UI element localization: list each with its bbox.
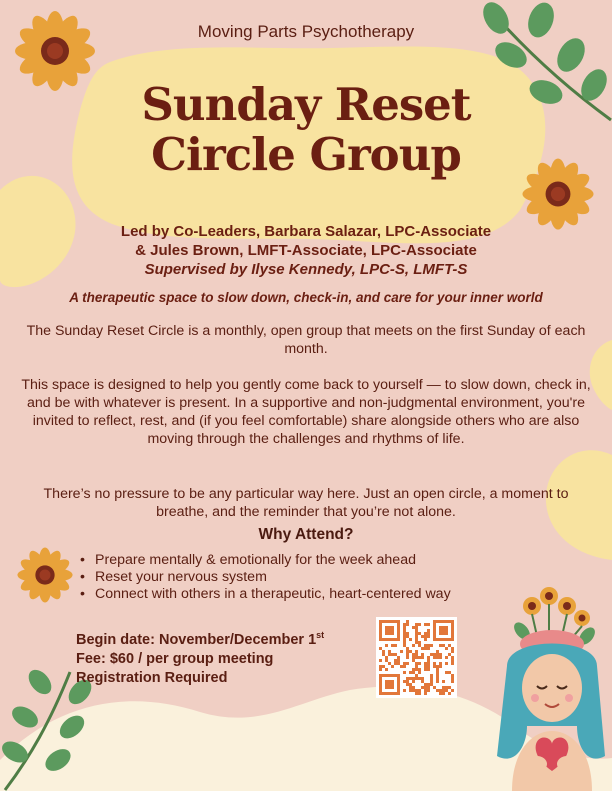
- description-paragraph-1: The Sunday Reset Circle is a monthly, open group that meets on the first Sunday of each month.: [26, 323, 586, 357]
- why-attend-heading: Why Attend?: [258, 526, 354, 543]
- registration-note: Registration Required: [76, 669, 228, 686]
- list-item: • Prepare mentally & emotionally for the week ahead: [80, 552, 540, 569]
- qr-code-icon[interactable]: [376, 617, 457, 698]
- leaders-line-1: Led by Co-Leaders, Barbara Salazar, LPC-Associate: [120, 223, 492, 240]
- title-line-2: Circle Group: [151, 128, 461, 181]
- page-title: [0, 80, 612, 180]
- list-item: • Reset your nervous system: [80, 569, 540, 586]
- begin-date-text: Begin date: November/December 1: [76, 631, 317, 648]
- event-details: [76, 626, 366, 688]
- leaders-block: [0, 222, 612, 279]
- list-item: • Connect with others in a therapeutic, heart-centered way: [80, 586, 540, 603]
- woman-with-flowers-illustration: [487, 586, 612, 791]
- qr-code-graphic: [379, 620, 454, 695]
- why-attend-list: [80, 552, 540, 603]
- begin-date: [76, 626, 366, 650]
- supervisor-line: Supervised by Ilyse Kennedy, LPC-S, LMFT-S: [144, 261, 468, 278]
- description-paragraph-2: This space is designed to help you gently come back to yourself — to slow down, check in, and be with whatever is present. In a supportive and non-judgmental environment, you're invited to reflect, rest, and (if you feel comfortable) share alongside others who are also moving through the challenges and rhythms of life.: [21, 377, 591, 447]
- title-line-1: Sunday Reset: [141, 78, 471, 131]
- organization-name: Moving Parts Psychotherapy: [197, 22, 415, 41]
- leaders-line-2: & Jules Brown, LMFT-Associate, LPC-Associate: [135, 242, 477, 259]
- tagline: A therapeutic space to slow down, check-in, and care for your inner world: [69, 290, 543, 305]
- sunflower-icon: [14, 544, 76, 606]
- right-blob-upper: [590, 340, 612, 410]
- fee: Fee: $60 / per group meeting: [76, 650, 274, 667]
- description-paragraph-3: There’s no pressure to be any particular way here. Just an open circle, a moment to breathe, and the reminder that you’re not alone.: [43, 486, 569, 520]
- begin-date-suffix: st: [316, 630, 325, 640]
